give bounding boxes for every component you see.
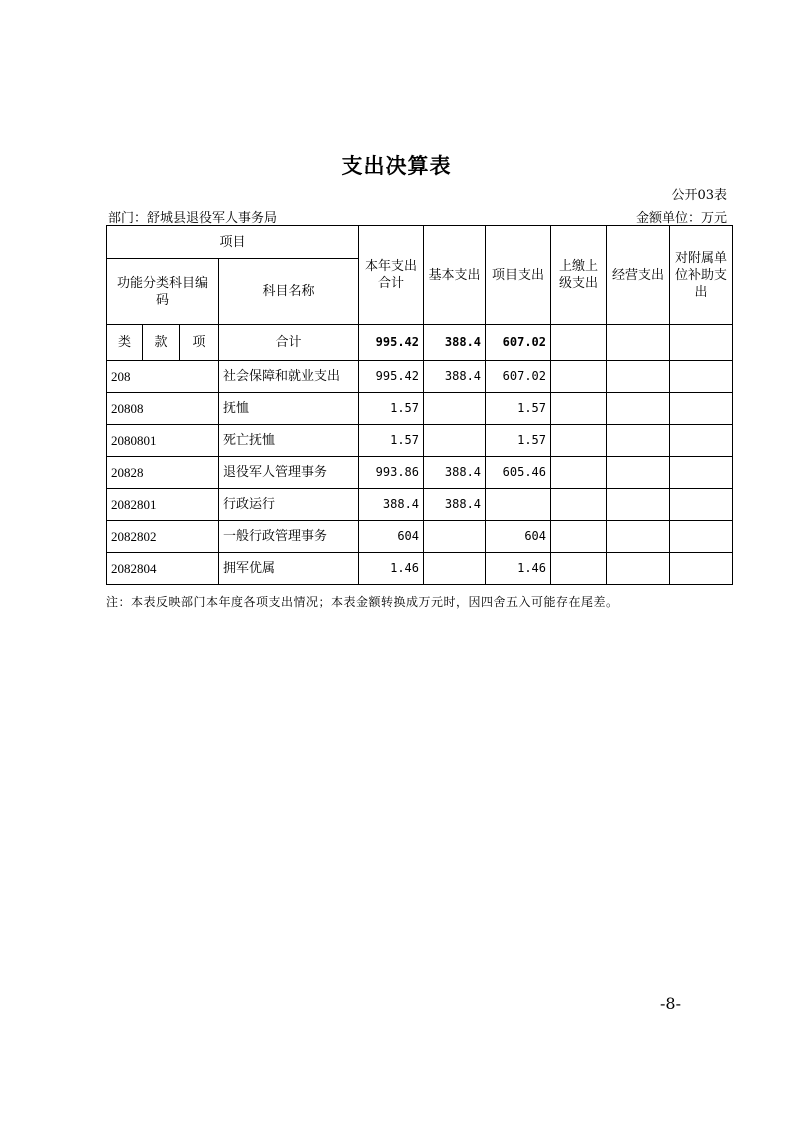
- row-total: 993.86: [359, 457, 424, 489]
- row-project: 604: [486, 521, 551, 553]
- header-total: 本年支出合计: [359, 226, 424, 325]
- total-row-project: 607.02: [486, 325, 551, 361]
- row-project: 1.46: [486, 553, 551, 585]
- amount-unit-label: 金额单位：万元: [635, 211, 727, 226]
- header-subsidy: 对附属单位补助支出: [670, 226, 733, 325]
- row-basic: 388.4: [424, 361, 486, 393]
- row-name: 死亡抚恤: [219, 425, 359, 457]
- header-upper: 上缴上级支出: [551, 226, 607, 325]
- row-code: 208: [107, 361, 219, 393]
- table-row: [107, 393, 733, 425]
- header-project: 项目: [107, 226, 359, 259]
- page-title: 支出决算表: [341, 154, 452, 178]
- header-kuan: 款: [143, 325, 180, 361]
- form-number: 公开03表: [671, 188, 727, 203]
- row-project: 1.57: [486, 425, 551, 457]
- total-row-basic: 388.4: [424, 325, 486, 361]
- row-name: 社会保障和就业支出: [219, 361, 359, 393]
- table-row: [107, 489, 733, 521]
- row-project: [486, 489, 551, 521]
- row-code: 2082804: [107, 553, 219, 585]
- row-project: 605.46: [486, 457, 551, 489]
- header-subject-name: 科目名称: [219, 259, 359, 325]
- row-basic: 388.4: [424, 457, 486, 489]
- row-basic: [424, 553, 486, 585]
- row-code: 20828: [107, 457, 219, 489]
- table-row: [107, 361, 733, 393]
- row-name: 行政运行: [219, 489, 359, 521]
- total-row-name: 合计: [219, 325, 359, 361]
- table-row: [107, 457, 733, 489]
- row-code: 2080801: [107, 425, 219, 457]
- row-code: 2082802: [107, 521, 219, 553]
- header-project-exp: 项目支出: [486, 226, 551, 325]
- row-total: 388.4: [359, 489, 424, 521]
- row-basic: [424, 393, 486, 425]
- row-basic: [424, 425, 486, 457]
- header-func-code: 功能分类科目编码: [107, 259, 219, 325]
- row-project: 1.57: [486, 393, 551, 425]
- total-row-total: 995.42: [359, 325, 424, 361]
- row-code: 2082801: [107, 489, 219, 521]
- header-lei: 类: [107, 325, 143, 361]
- table-row: [107, 425, 733, 457]
- header-operating: 经营支出: [607, 226, 670, 325]
- row-total: 1.57: [359, 425, 424, 457]
- row-basic: 388.4: [424, 489, 486, 521]
- row-name: 一般行政管理事务: [219, 521, 359, 553]
- expenditure-table: [106, 225, 733, 585]
- header-xiang: 项: [180, 325, 219, 361]
- table-row: [107, 553, 733, 585]
- row-name: 拥军优属: [219, 553, 359, 585]
- header-basic: 基本支出: [424, 226, 486, 325]
- row-name: 抚恤: [219, 393, 359, 425]
- page-number: -8-: [660, 994, 681, 1013]
- row-total: 1.57: [359, 393, 424, 425]
- row-total: 604: [359, 521, 424, 553]
- row-basic: [424, 521, 486, 553]
- row-name: 退役军人管理事务: [219, 457, 359, 489]
- row-total: 995.42: [359, 361, 424, 393]
- row-code: 20808: [107, 393, 219, 425]
- table-row: [107, 521, 733, 553]
- department-label: 部门：舒城县退役军人事务局: [108, 211, 278, 226]
- row-project: 607.02: [486, 361, 551, 393]
- row-total: 1.46: [359, 553, 424, 585]
- table-footnote: 注：本表反映部门本年度各项支出情况；本表金额转换成万元时，因四舍五入可能存在尾差。: [106, 595, 619, 609]
